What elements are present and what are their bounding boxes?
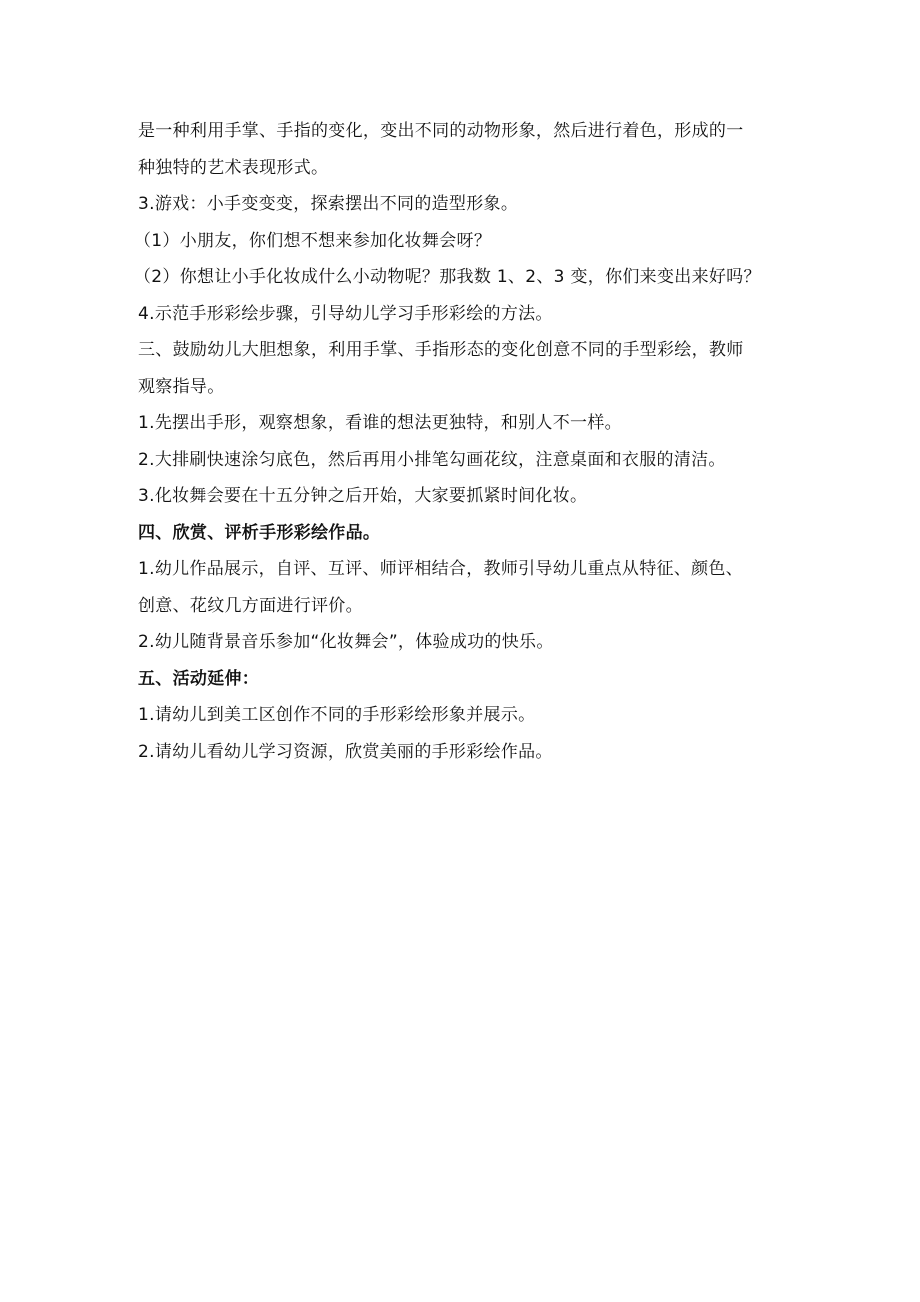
section-three-heading: 三、鼓励幼儿大胆想象，利用手掌、手指形态的变化创意不同的手型彩绘，教师 [138, 340, 744, 360]
list-item: 2.幼儿随背景音乐参加“化妆舞会”，体验成功的快乐。 [138, 632, 554, 652]
question-line: （1）小朋友，你们想不想来参加化妆舞会呀？ [134, 230, 492, 251]
list-item-cont: 创意、花纹几方面进行评价。 [138, 595, 363, 616]
paragraph-line: 是一种利用手掌、手指的变化，变出不同的动物形象，然后进行着色，形成的一 [138, 121, 744, 141]
list-item: 1.先摆出手形，观察想象，看谁的想法更独特，和别人不一样。 [138, 413, 622, 433]
section-four-heading: 四、欣赏、评析手形彩绘作品。 [138, 522, 381, 543]
game-step-line: 3.游戏：小手变变变，探索摆出不同的造型形象。 [138, 194, 519, 214]
list-item: 2.大排刷快速涂匀底色，然后再用小排笔勾画花纹，注意桌面和衣服的清洁。 [138, 449, 726, 470]
list-item: 2.请幼儿看幼儿学习资源，欣赏美丽的手形彩绘作品。 [138, 741, 553, 762]
question-line: （2）你想让小手化妆成什么小动物呢？那我数 1、2、3 变，你们来变出来好吗？ [134, 267, 761, 287]
demo-step-line: 4.示范手形彩绘步骤，引导幼儿学习手形彩绘的方法。 [138, 303, 553, 324]
list-item: 1.幼儿作品展示，自评、互评、师评相结合，教师引导幼儿重点从特征、颜色、 [138, 559, 744, 579]
section-five-heading: 五、活动延伸： [138, 668, 260, 689]
document-body [134, 113, 810, 770]
list-item: 1.请幼儿到美工区创作不同的手形彩绘形象并展示。 [138, 705, 536, 725]
paragraph-line: 种独特的艺术表现形式。 [138, 157, 329, 178]
list-item: 3.化妆舞会要在十五分钟之后开始，大家要抓紧时间化妆。 [138, 486, 588, 506]
section-three-heading-cont: 观察指导。 [138, 376, 225, 397]
